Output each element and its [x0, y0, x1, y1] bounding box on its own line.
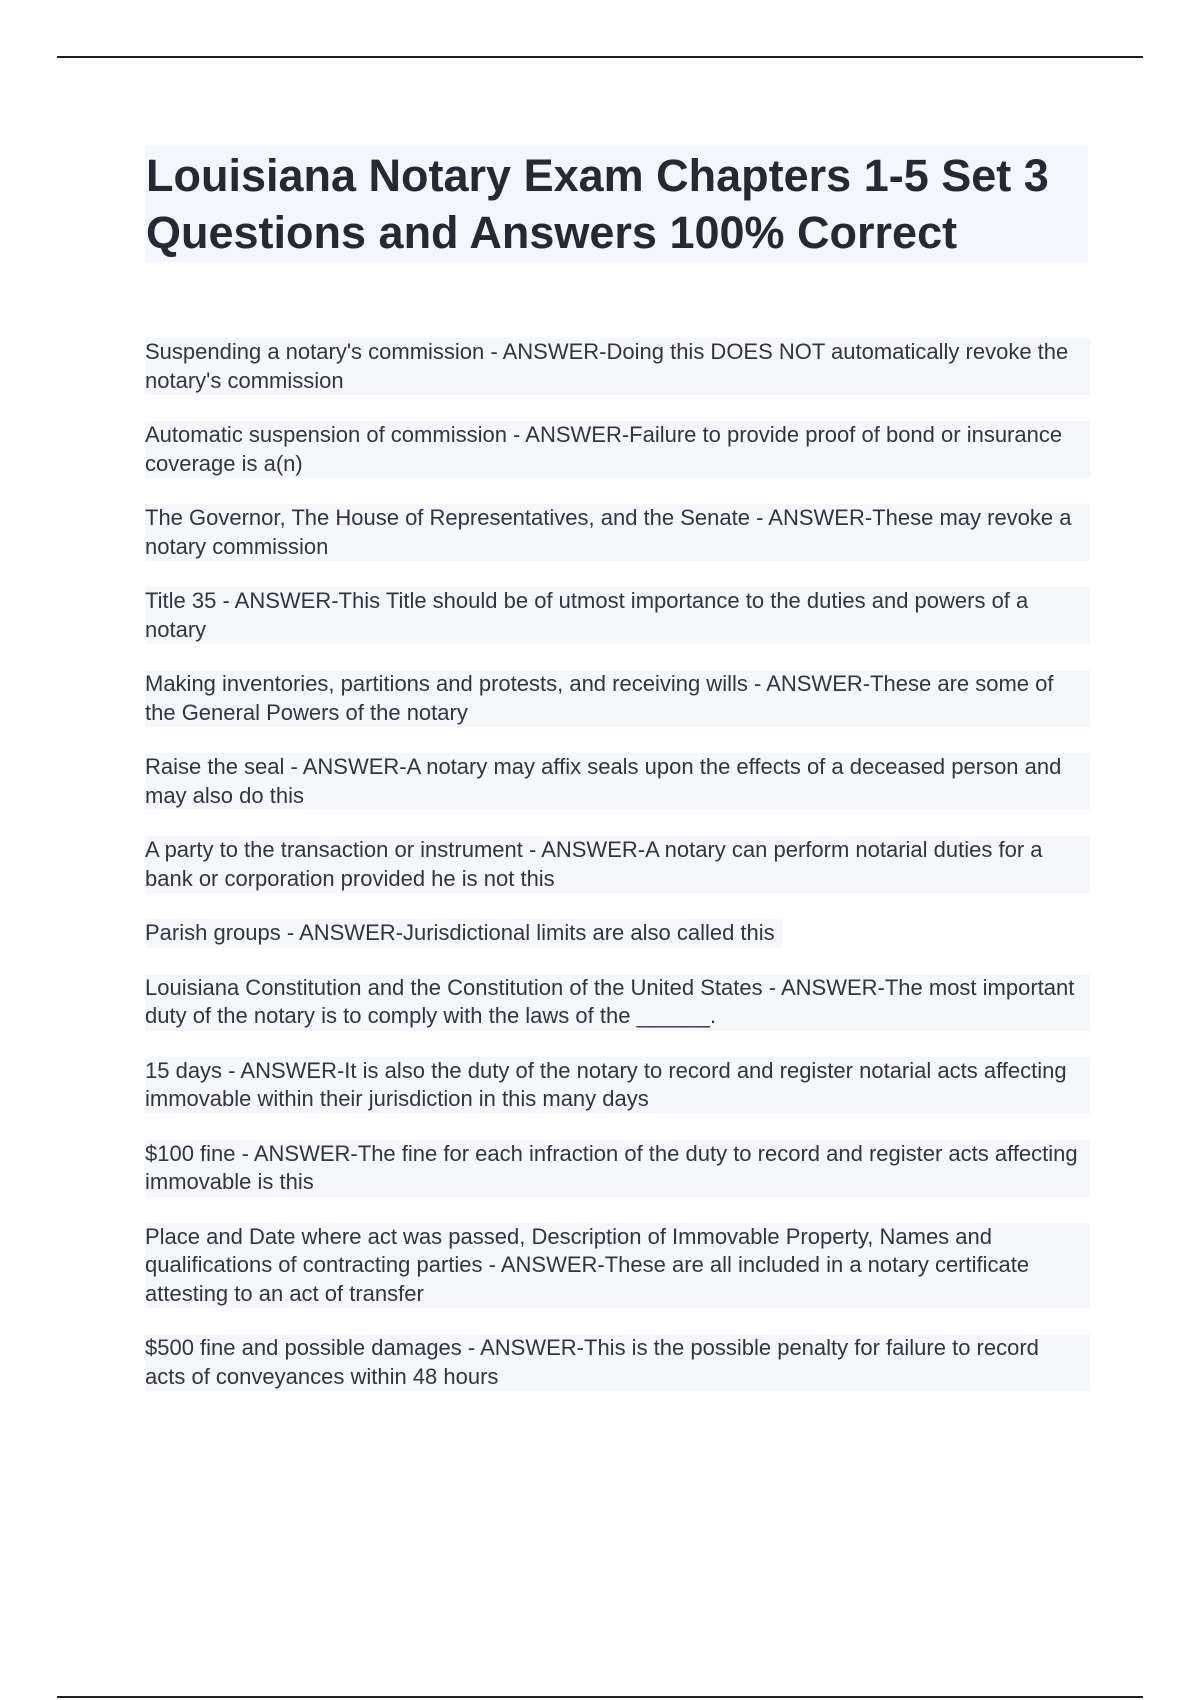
qa-item: $100 fine - ANSWER-The fine for each infraction of the duty to record and register acts affecting immovable is this: [145, 1140, 1090, 1197]
document-title: Louisiana Notary Exam Chapters 1-5 Set 3 Questions and Answers 100% Correct: [146, 150, 1049, 258]
qa-list: [145, 338, 1090, 1417]
qa-item: Automatic suspension of commission - ANSWER-Failure to provide proof of bond or insurance coverage is a(n): [145, 421, 1090, 478]
qa-item: Raise the seal - ANSWER-A notary may affix seals upon the effects of a deceased person and may also do this: [145, 753, 1090, 810]
qa-item: $500 fine and possible damages - ANSWER-This is the possible penalty for failure to record acts of conveyances within 48 hours: [145, 1334, 1090, 1391]
qa-item: A party to the transaction or instrument - ANSWER-A notary can perform notarial duties for a bank or corporation provided he is not this: [145, 836, 1090, 893]
qa-item: The Governor, The House of Representatives, and the Senate - ANSWER-These may revoke a notary commission: [145, 504, 1090, 561]
qa-item: Title 35 - ANSWER-This Title should be of utmost importance to the duties and powers of a notary: [145, 587, 1090, 644]
title-block: [145, 146, 1088, 262]
bottom-divider: [57, 1696, 1143, 1698]
qa-item: 15 days - ANSWER-It is also the duty of the notary to record and register notarial acts affecting immovable within their jurisdiction in this many days: [145, 1057, 1090, 1114]
qa-item: Parish groups - ANSWER-Jurisdictional limits are also called this: [145, 919, 783, 948]
qa-item: Louisiana Constitution and the Constitution of the United States - ANSWER-The most important duty of the notary is to comply with the laws of the ______.: [145, 974, 1090, 1031]
qa-item: Making inventories, partitions and protests, and receiving wills - ANSWER-These are some of the General Powers of the notary: [145, 670, 1090, 727]
top-divider: [57, 56, 1143, 58]
qa-item: Place and Date where act was passed, Description of Immovable Property, Names and qualifications of contracting parties - ANSWER-These are all included in a notary certificate attesting to an act of transfer: [145, 1223, 1090, 1309]
qa-item: Suspending a notary's commission - ANSWER-Doing this DOES NOT automatically revoke the notary's commission: [145, 338, 1090, 395]
